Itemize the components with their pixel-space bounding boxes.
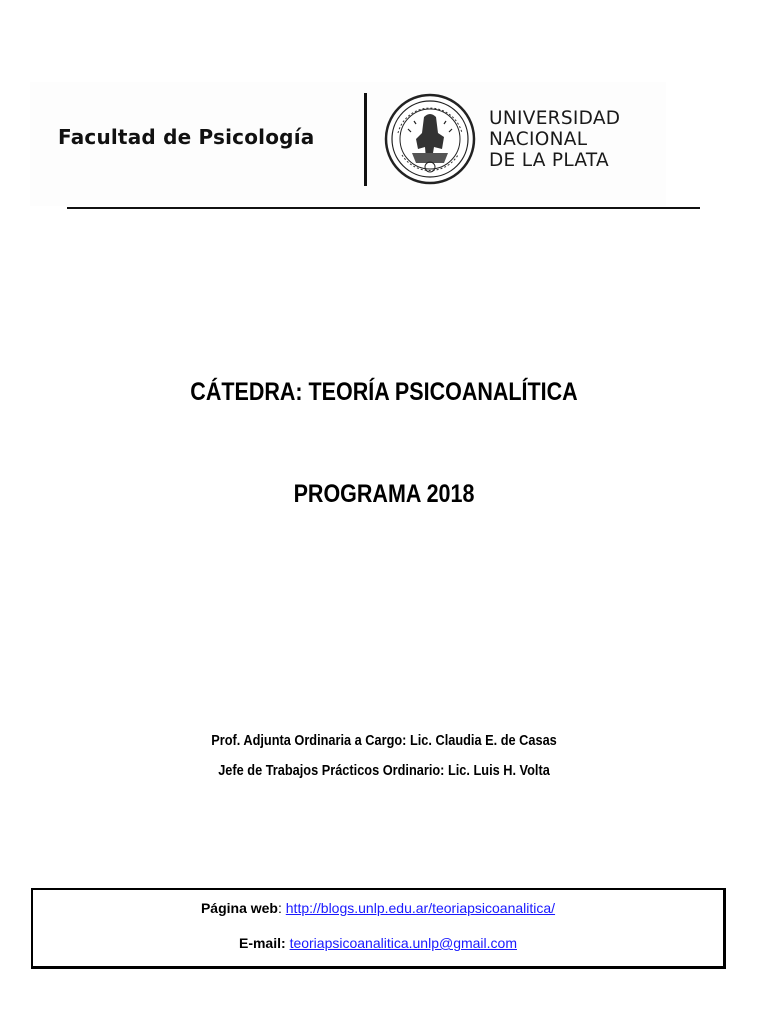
web-link[interactable]: http://blogs.unlp.edu.ar/teoriapsicoanalitica/ (285, 900, 556, 916)
university-name-line-2: NACIONAL (489, 129, 588, 150)
faculty-name: Facultad de Psicología (58, 125, 315, 149)
programa-title: PROGRAMA 2018 (293, 480, 475, 508)
professor-line: Prof. Adjunta Ordinaria a Cargo: Lic. Claudia E. de Casas (211, 733, 557, 749)
web-line (33, 900, 723, 916)
email-label: E-mail: (238, 935, 286, 951)
header-divider (364, 93, 367, 186)
catedra-title: CÁTEDRA: TEORÍA PSICOANALÍTICA (190, 378, 578, 406)
university-name (489, 108, 620, 171)
university-name-line-1: UNIVERSIDAD (489, 108, 621, 129)
web-label: Página web (200, 900, 278, 916)
jtp-line: Jefe de Trabajos Prácticos Ordinario: Lic. Luis H. Volta (218, 763, 550, 779)
email-link[interactable]: teoriapsicoanalitica.unlp@gmail.com (289, 935, 517, 951)
contact-box (31, 888, 726, 969)
university-seal-icon (384, 93, 476, 185)
web-separator: : (277, 900, 286, 916)
email-line (33, 935, 723, 951)
university-name-line-3: DE LA PLATA (489, 150, 610, 171)
header-rule (67, 207, 700, 209)
